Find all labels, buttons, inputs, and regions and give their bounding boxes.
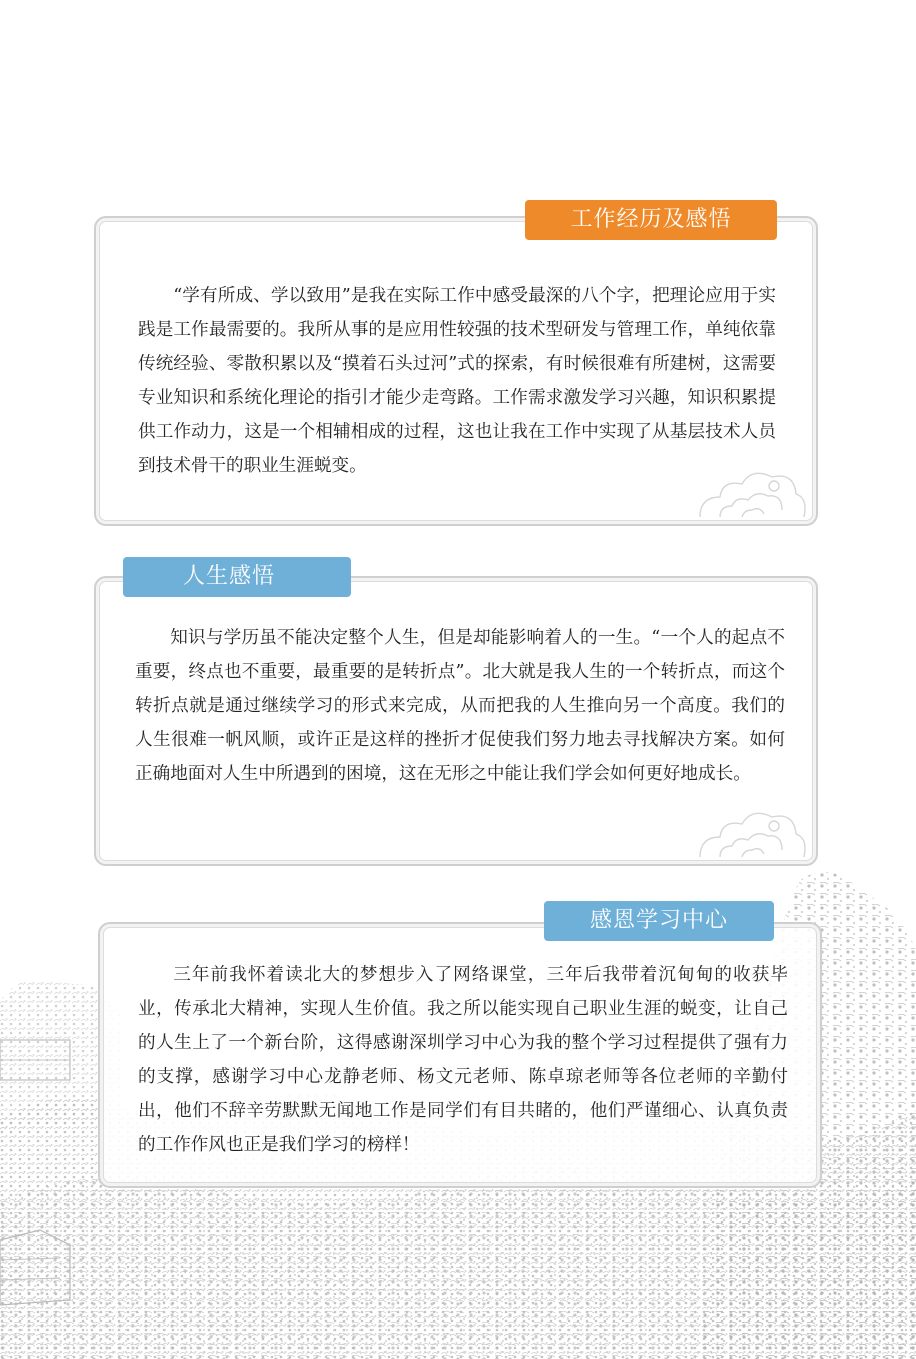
- cloud-pattern-icon: [690, 802, 810, 862]
- section-title-thanks: 感恩学习中心: [544, 901, 774, 941]
- section-paragraph-work: “学有所成、学以致用”是我在实际工作中感受最深的八个字，把理论应用于实践是工作最需要的。我所从事的是应用性较强的技术型研发与管理工作，单纯依靠传统经验、零散积累以及“摸着石头过河”式的探索，有时候很难有所建树，这需要专业知识和系统化理论的指引才能少走弯路。工作需求激发学习兴趣，知识积累提供工作动力，这是一个相辅相成的过程，这也让我在工作中实现了从基层技术人员到技术骨干的职业生涯蜕变。: [138, 286, 776, 476]
- section-paragraph-thanks: 三年前我怀着读北大的梦想步入了网络课堂，三年后我带着沉甸甸的收获毕业，传承北大精神，实现人生价值。我之所以能实现自己职业生涯的蜕变，让自己的人生上了一个新台阶，这得感谢深圳学习中心为我的整个学习过程提供了强有力的支撑，感谢学习中心龙静老师、杨文元老师、陈卓琼老师等各位老师的辛勤付出，他们不辞辛劳默默无闻地工作是同学们有目共睹的，他们严谨细心、认真负责的工作作风也正是我们学习的榜样！: [138, 965, 788, 1155]
- section-paragraph-life: 知识与学历虽不能决定整个人生，但是却能影响着人的一生。“一个人的起点不重要，终点也不重要，最重要的是转折点”。北大就是我人生的一个转折点，而这个转折点就是通过继续学习的形式来完成，从而把我的人生推向另一个高度。我们的人生很难一帆风顺，或许正是这样的挫折才促使我们努力地去寻找解决方案。如何正确地面对人生中所遇到的困境，这在无形之中能让我们学会如何更好地成长。: [135, 628, 785, 784]
- section-title-life: 人生感悟: [123, 557, 351, 597]
- section-title-work: 工作经历及感悟: [525, 200, 777, 240]
- cloud-pattern-icon: [690, 462, 810, 522]
